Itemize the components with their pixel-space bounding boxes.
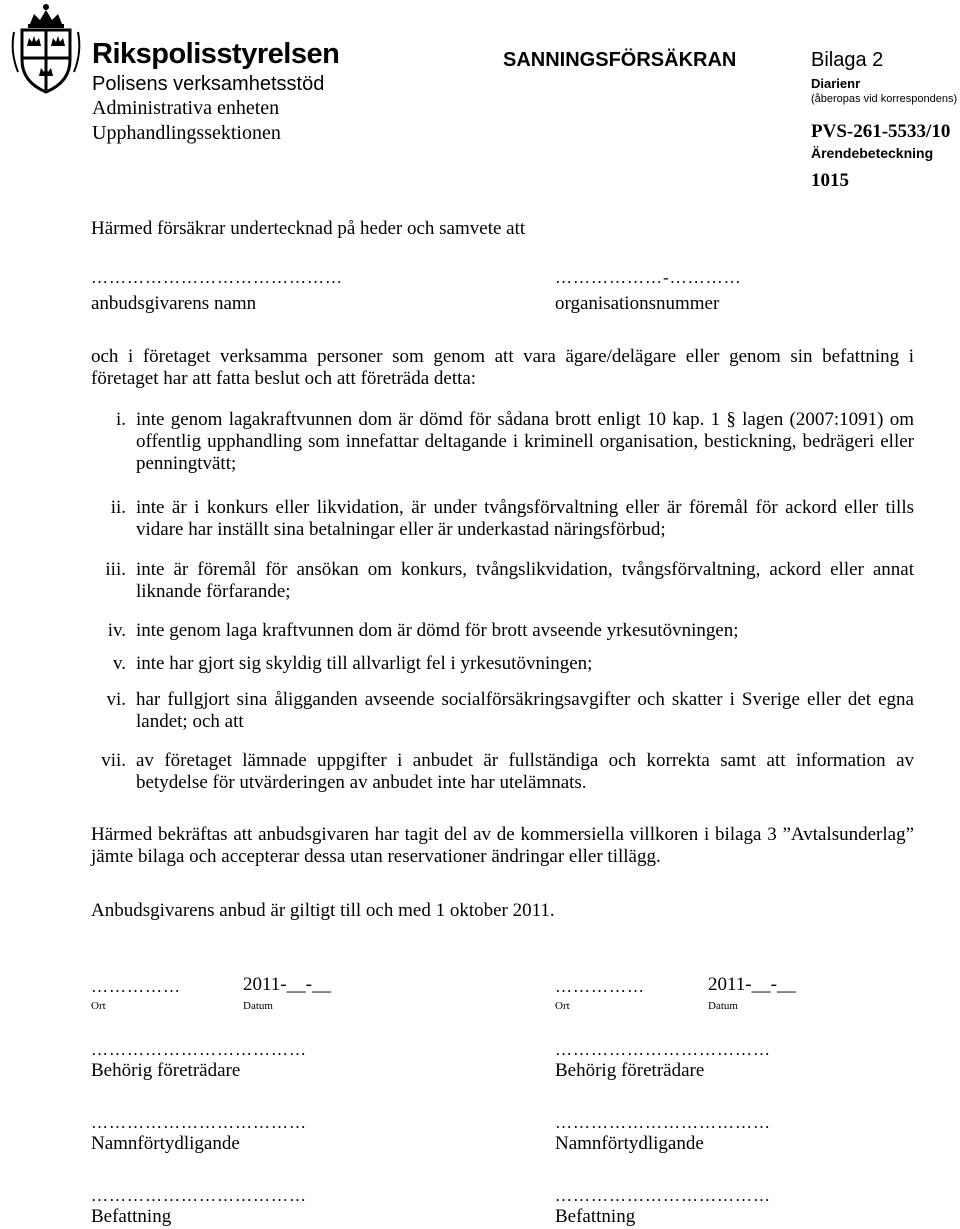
- organization-department: Administrativa enheten: [92, 97, 280, 119]
- document-title: SANNINGSFÖRSÄKRAN: [503, 49, 737, 71]
- intro-text: Härmed försäkrar undertecknad på heder och samvete att: [91, 218, 526, 239]
- position-label-right: Befattning: [555, 1206, 636, 1227]
- list-item-text: inte genom lagakraftvunnen dom är dömd för sådana brott enligt 10 kap. 1 § lagen (2007:1091) om offentlig upphandling som innefattar deltagande i kriminell organisation, bestickning, bedrägeri eller penningtvätt;: [136, 409, 914, 474]
- list-item-text: har fullgjort sina åligganden avseende socialförsäkringsavgifter och skatter i Sverige eller det egna landet; och att: [136, 689, 914, 732]
- position-field-left[interactable]: ………………………………: [91, 1186, 307, 1205]
- list-item-number: ii.: [110, 497, 126, 518]
- list-item-text: inte genom laga kraftvunnen dom är dömd för brott avseende yrkesutövningen;: [136, 620, 739, 641]
- list-item-text: inte är i konkurs eller likvidation, är under tvångsförvaltning eller är föremål för ackord eller tills vidare har inställt sina betalningar eller är underkastad näringsförbud;: [136, 497, 914, 540]
- name-field-right[interactable]: ………………………………: [555, 1113, 771, 1132]
- organization-name: Rikspolisstyrelsen: [92, 38, 340, 70]
- organization-unit: Polisens verksamhetsstöd: [92, 73, 325, 95]
- org-number-label: organisationsnummer: [555, 293, 720, 314]
- org-number-field[interactable]: ………………-…………: [555, 268, 742, 287]
- list-item-number: vii.: [101, 750, 126, 771]
- appendix-label: Bilaga 2: [811, 49, 884, 71]
- bidder-name-label: anbudsgivarens namn: [91, 293, 257, 314]
- date-field-left[interactable]: 2011-__-__: [243, 974, 331, 995]
- position-field-right[interactable]: ………………………………: [555, 1186, 771, 1205]
- list-item-number: v.: [112, 653, 126, 674]
- date-field-right[interactable]: 2011-__-__: [708, 974, 796, 995]
- list-item: [91, 497, 914, 541]
- date-label-left: Datum: [243, 1000, 273, 1012]
- position-label-left: Befattning: [91, 1206, 172, 1227]
- signature-field-left[interactable]: ………………………………: [91, 1040, 307, 1059]
- authorized-rep-label-left: Behörig företrädare: [91, 1060, 241, 1081]
- place-field-left[interactable]: ……………: [91, 977, 181, 996]
- list-item: [91, 559, 914, 603]
- case-designation-label: Ärendebeteckning: [811, 145, 934, 161]
- bidder-name-field[interactable]: ……………………………………: [91, 268, 343, 287]
- diary-number-label: Diarienr: [811, 76, 861, 91]
- organization-section: Upphandlingssektionen: [92, 122, 281, 144]
- lead-paragraph: och i företaget verksamma personer som genom att vara ägare/delägare eller genom sin befattning i företaget har att fatta beslut och att företräda detta:: [91, 346, 914, 389]
- name-field-left[interactable]: ………………………………: [91, 1113, 307, 1132]
- signature-field-right[interactable]: ………………………………: [555, 1040, 771, 1059]
- list-item-number: i.: [115, 409, 126, 430]
- list-item-text: inte är föremål för ansökan om konkurs, tvångslikvidation, tvångsförvaltning, ackord eller annat liknande förfarande;: [136, 559, 914, 602]
- confirmation-paragraph: Härmed bekräftas att anbudsgivaren har tagit del av de kommersiella villkoren i bilaga 3 ”Avtalsunderlag” jämte bilaga och accepterar dessa utan reservationer ändringar eller tillägg.: [91, 824, 914, 867]
- case-designation-value: 1015: [811, 170, 849, 191]
- list-item-number: iii.: [105, 559, 126, 580]
- list-item-number: iv.: [107, 620, 126, 641]
- place-label-right: Ort: [555, 1000, 570, 1012]
- list-item: [91, 620, 914, 642]
- name-clarification-label-right: Namnförtydligande: [555, 1133, 704, 1154]
- reference-number: PVS-261-5533/10: [811, 121, 951, 142]
- validity-text: Anbudsgivarens anbud är giltigt till och med 1 oktober 2011.: [91, 900, 555, 921]
- list-item-text: inte har gjort sig skyldig till allvarligt fel i yrkesutövningen;: [136, 653, 593, 674]
- list-item: [91, 653, 914, 675]
- place-label-left: Ort: [91, 1000, 106, 1012]
- diary-number-note: (åberopas vid korrespondens): [811, 93, 958, 105]
- place-field-right[interactable]: ……………: [555, 977, 645, 996]
- list-item: [91, 689, 914, 733]
- name-clarification-label-left: Namnförtydligande: [91, 1133, 240, 1154]
- list-item: [91, 750, 914, 794]
- authorized-rep-label-right: Behörig företrädare: [555, 1060, 705, 1081]
- date-label-right: Datum: [708, 1000, 738, 1012]
- list-item-number: vi.: [106, 689, 126, 710]
- list-item: [91, 409, 914, 475]
- police-crest-icon: [8, 2, 84, 96]
- list-item-text: av företaget lämnade uppgifter i anbudet är fullständiga och korrekta samt att information av betydelse för utvärderingen av anbudet inte har utelämnats.: [136, 750, 914, 793]
